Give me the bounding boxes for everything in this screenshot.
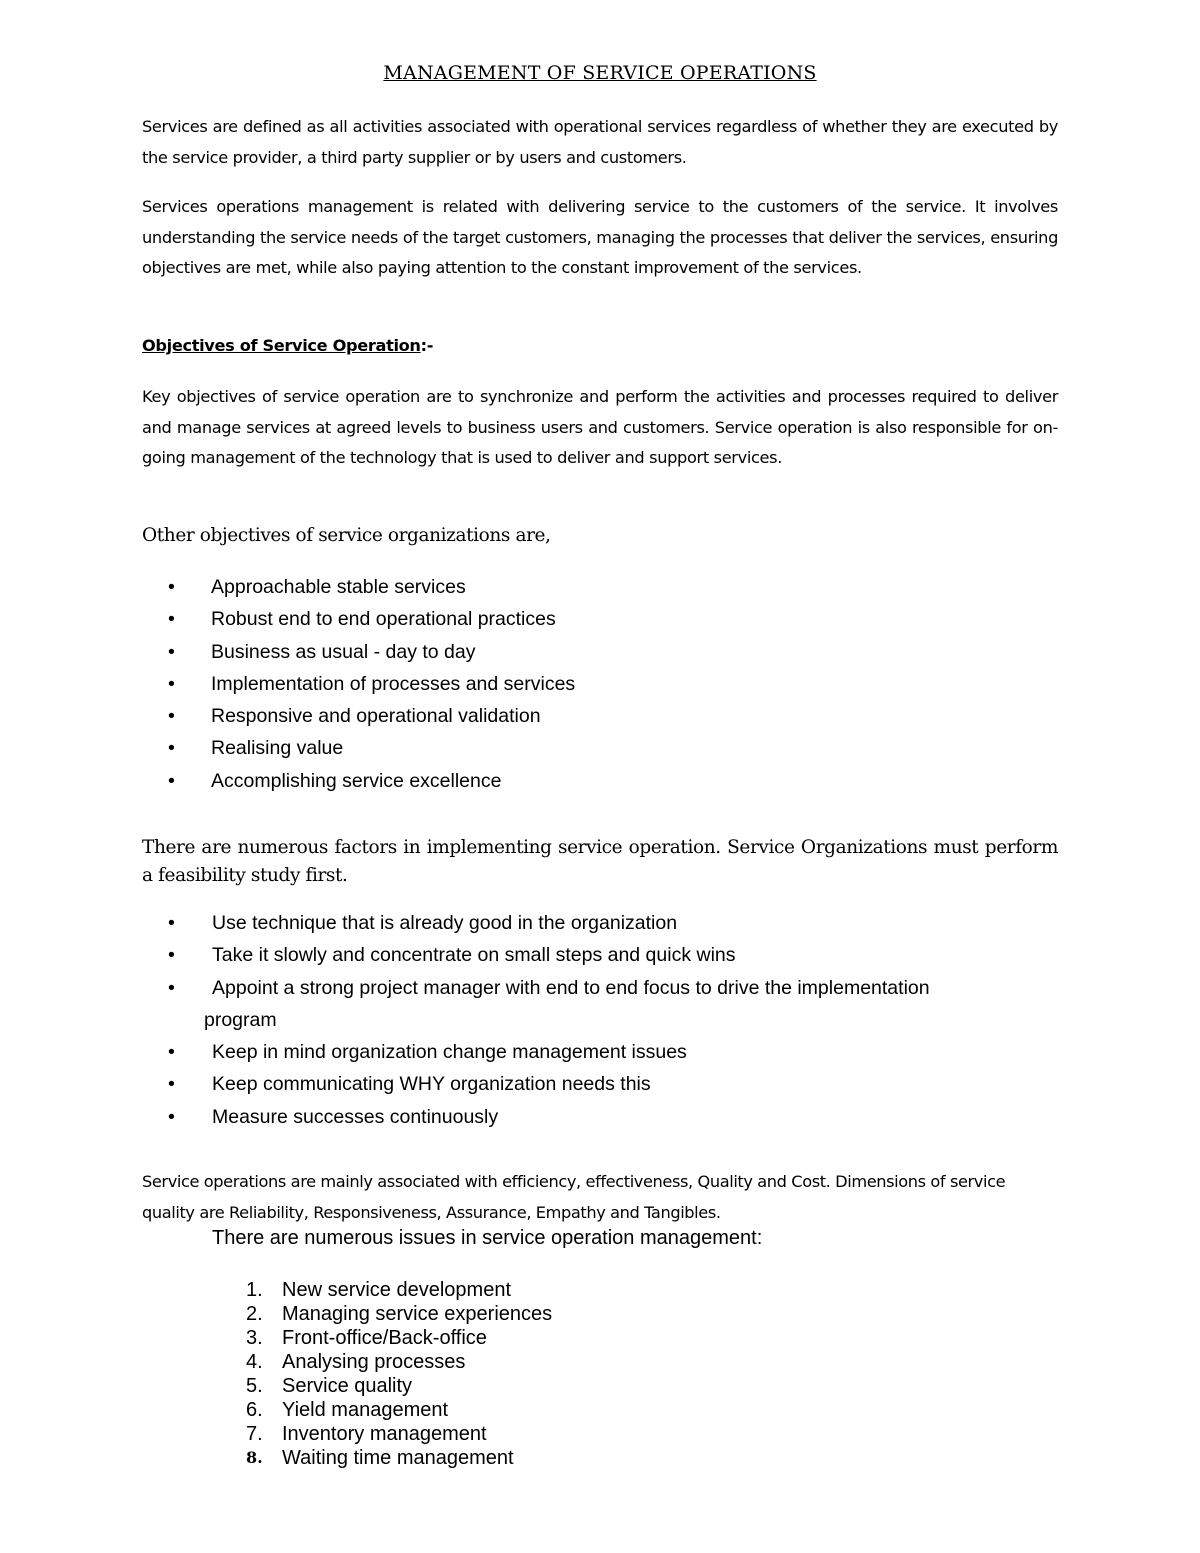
list-item: • Business as usual - day to day bbox=[168, 636, 991, 668]
list-item: 6. Yield management bbox=[246, 1399, 449, 1421]
issues-intro: There are numerous issues in service operation management: bbox=[212, 1227, 763, 1249]
list-number: 8. bbox=[246, 1448, 263, 1467]
list-item: 3. Front-office/Back-office bbox=[246, 1327, 487, 1349]
page-title: MANAGEMENT OF SERVICE OPERATIONS bbox=[383, 62, 817, 84]
bullet-icon: • bbox=[168, 640, 175, 663]
list-item: • Keep in mind organization change management issues bbox=[168, 1036, 991, 1068]
bullet-icon: • bbox=[168, 912, 175, 934]
bullet-icon: • bbox=[168, 1073, 175, 1096]
bullet-icon: • bbox=[168, 1041, 175, 1064]
list-item bbox=[168, 1004, 991, 1036]
objectives-heading-text: Objectives of Service Operation bbox=[142, 336, 421, 355]
bullet-icon: • bbox=[168, 608, 175, 631]
issues-list bbox=[246, 1278, 552, 1470]
objectives-paragraph: Key objectives of service operation are to synchronize and perform the activities and processes required to deliver and manage services at agreed levels to business users and customers. Service operation is also responsible for on-going management of the technology that is used to deliver and support services. bbox=[142, 387, 1058, 467]
objectives-list bbox=[168, 571, 991, 797]
intro-paragraph-1: Services are defined as all activities associated with operational services regardless of whether they are executed by the service provider, a third party supplier or by users and customers. bbox=[142, 117, 1058, 167]
closing-paragraph: Service operations are mainly associated with efficiency, effectiveness, Quality and Cost. Dimensions of service quality are Reliability, Responsiveness, Assurance, Empathy and Tangibles. bbox=[142, 1172, 1006, 1222]
list-number: 6. bbox=[246, 1399, 263, 1421]
list-item: • Take it slowly and concentrate on small steps and quick wins bbox=[168, 939, 991, 971]
bullet-icon: • bbox=[168, 976, 175, 999]
list-item: 1. New service development bbox=[246, 1279, 511, 1301]
bullet-icon: • bbox=[168, 737, 175, 760]
intro-paragraph-2: Services operations management is related with delivering service to the customers of the service. It involves understanding the service needs of the target customers, managing the processes that deliver the services, ensuring objectives are met, while also paying attention to the constant improvement of the services. bbox=[142, 197, 1058, 277]
list-number: 1. bbox=[246, 1279, 263, 1301]
bullet-icon: • bbox=[168, 672, 175, 695]
list-item: • Keep communicating WHY organization needs this bbox=[168, 1068, 991, 1100]
bullet-icon: • bbox=[168, 1105, 175, 1128]
factors-intro: There are numerous factors in implementing service operation. Service Organizations must perform a feasibility study first. bbox=[142, 837, 1058, 886]
list-number: 5. bbox=[246, 1375, 263, 1397]
list-item-continuation: program bbox=[204, 1008, 277, 1031]
list-item: • Realising value bbox=[168, 732, 991, 764]
list-item: 4. Analysing processes bbox=[246, 1351, 466, 1373]
list-item: 8. Waiting time management bbox=[246, 1447, 514, 1469]
list-item: • Implementation of processes and services bbox=[168, 668, 991, 700]
bullet-icon: • bbox=[168, 769, 175, 792]
list-number: 4. bbox=[246, 1351, 263, 1373]
list-item: 5. Service quality bbox=[246, 1375, 413, 1397]
list-item: • Accomplishing service excellence bbox=[168, 765, 991, 797]
list-item: 7. Inventory management bbox=[246, 1423, 487, 1445]
list-item: • Appoint a strong project manager with end to end focus to drive the implementation bbox=[168, 972, 991, 1004]
list-item: • Robust end to end operational practices bbox=[168, 603, 991, 635]
other-objectives-intro: Other objectives of service organizations are, bbox=[142, 525, 551, 546]
objectives-heading bbox=[142, 336, 433, 355]
objectives-heading-suffix: :- bbox=[420, 336, 434, 355]
list-item: • Measure successes continuously bbox=[168, 1101, 991, 1133]
list-item: • Approachable stable services bbox=[168, 571, 991, 603]
list-item: 2. Managing service experiences bbox=[246, 1303, 553, 1325]
bullet-icon: • bbox=[168, 576, 175, 598]
list-number: 3. bbox=[246, 1327, 263, 1349]
bullet-icon: • bbox=[168, 705, 175, 728]
list-number: 2. bbox=[246, 1303, 263, 1325]
factors-list bbox=[168, 907, 991, 1133]
list-item: • Responsive and operational validation bbox=[168, 700, 991, 732]
bullet-icon: • bbox=[168, 944, 175, 967]
list-number: 7. bbox=[246, 1423, 263, 1445]
list-item: • Use technique that is already good in the organization bbox=[168, 907, 991, 939]
